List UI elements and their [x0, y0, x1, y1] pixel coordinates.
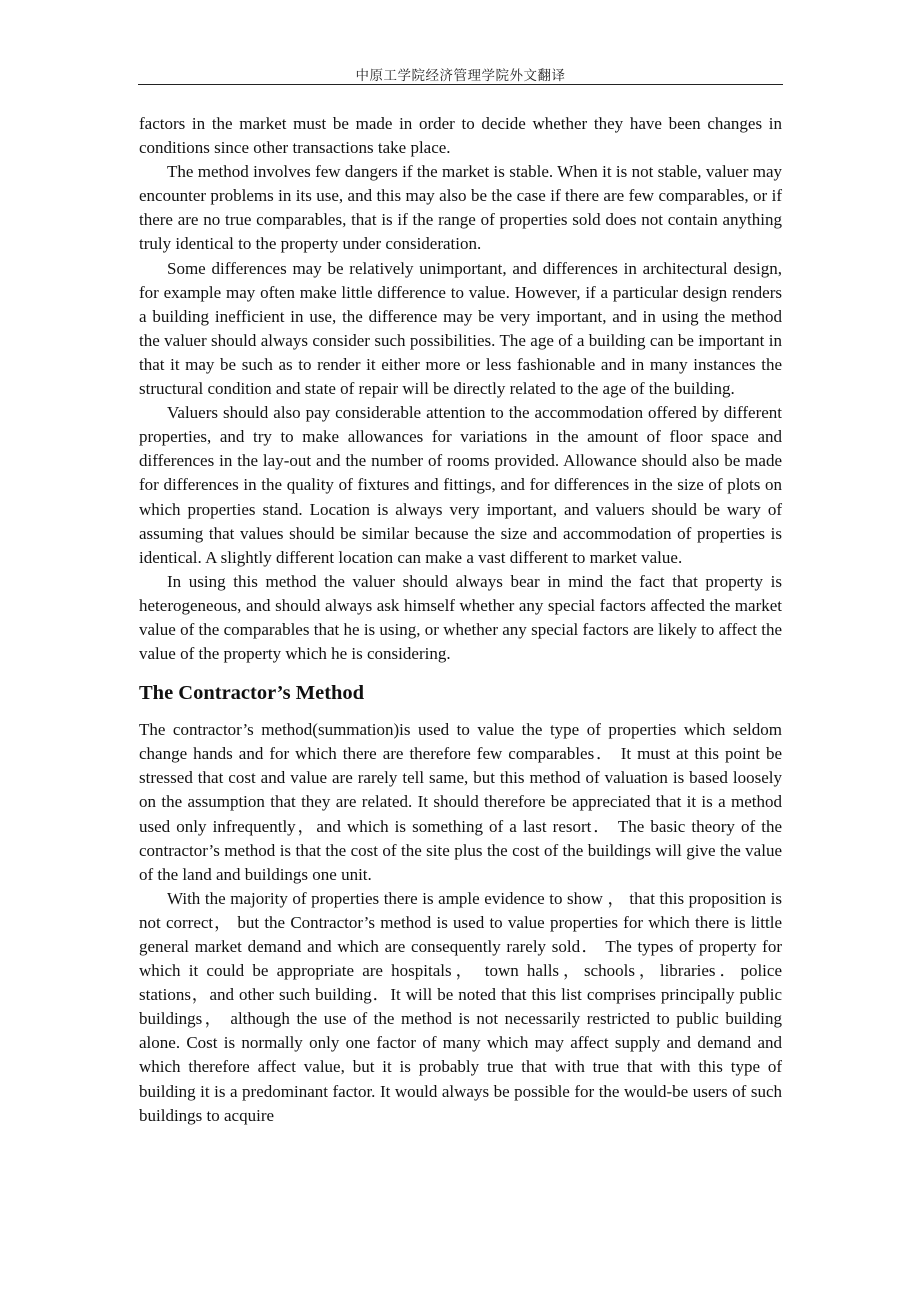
paragraph-continuation: factors in the market must be made in order to decide whether they have been changes in conditions since other transactions take place. — [139, 114, 782, 158]
paragraph-market-stability: The method involves few dangers if the market is stable. When it is not stable, valuer may encounter problems in its use, and this may also be the case if there are few comparables, or if there are no true comparables, that is if the range of properties sold does not contain anything truly identical to the property under consideration. — [139, 162, 782, 254]
section-heading: The Contractor’s Method — [139, 682, 365, 705]
page-header: 中原工学院经济管理学院外文翻译 — [355, 68, 566, 84]
paragraph-majority-properties: With the majority of properties there is ample evidence to show ， that this proposition is not correct， but the Contractor’s method is used to value properties for which there is little general market demand and which are consequently rarely sold． The types of property for which it could be appropriate are hospitals， town halls，schools，libraries．police stations，and other such building．It will be noted that this list comprises principally public buildings， although the use of the method is not necessarily restricted to public building alone. Cost is normally only one factor of many which may affect supply and demand and which therefore affect value, but it is probably true that with true that with this type of building it is a predominant factor. It would always be possible for the would-be users of such buildings to acquire — [139, 888, 782, 1125]
header-divider — [138, 84, 783, 85]
paragraph-differences: Some differences may be relatively unimportant, and differences in architectural design, for example may often make little difference to value. However, if a particular design renders a building inefficient in use, the difference may be very important, and in using the method the valuer should always consider such possibilities. The age of a building can be important in that it may be such as to render it either more or less fashionable and in many instances the structural condition and state of repair will be directly related to the age of the building. — [139, 258, 782, 399]
paragraph-accommodation: Valuers should also pay considerable attention to the accommodation offered by different properties, and try to make allowances for variations in the amount of floor space and differences in the lay-out and the number of rooms provided. Allowance should also be made for differences in the quality of fixtures and fittings, and for differences in the size of plots on which properties stand. Location is always very important, and valuers should be wary of assuming that values should be similar because the size and accommodation of properties is identical. A slightly different location can make a vast different to market value. — [139, 403, 782, 567]
paragraph-contractor-method: The contractor’s method(summation)is used to value the type of properties which seldom change hands and for which there are therefore few comparables． It must at this point be stressed that cost and value are rarely tell same, but this method of valuation is based loosely on the assumption that they are related. It should therefore be appreciated that it is a method used only infrequently，and which is something of a last resort． The basic theory of the contractor’s method is that the cost of the site plus the cost of the buildings will give the value of the land and buildings one unit. — [139, 720, 782, 884]
document-body — [139, 112, 782, 1128]
paragraph-heterogeneous: In using this method the valuer should always bear in mind the fact that property is heterogeneous, and should always ask himself whether any special factors affected the market value of the comparables that he is using, or whether any special factors are likely to affect the value of the property which he is considering. — [139, 571, 782, 664]
